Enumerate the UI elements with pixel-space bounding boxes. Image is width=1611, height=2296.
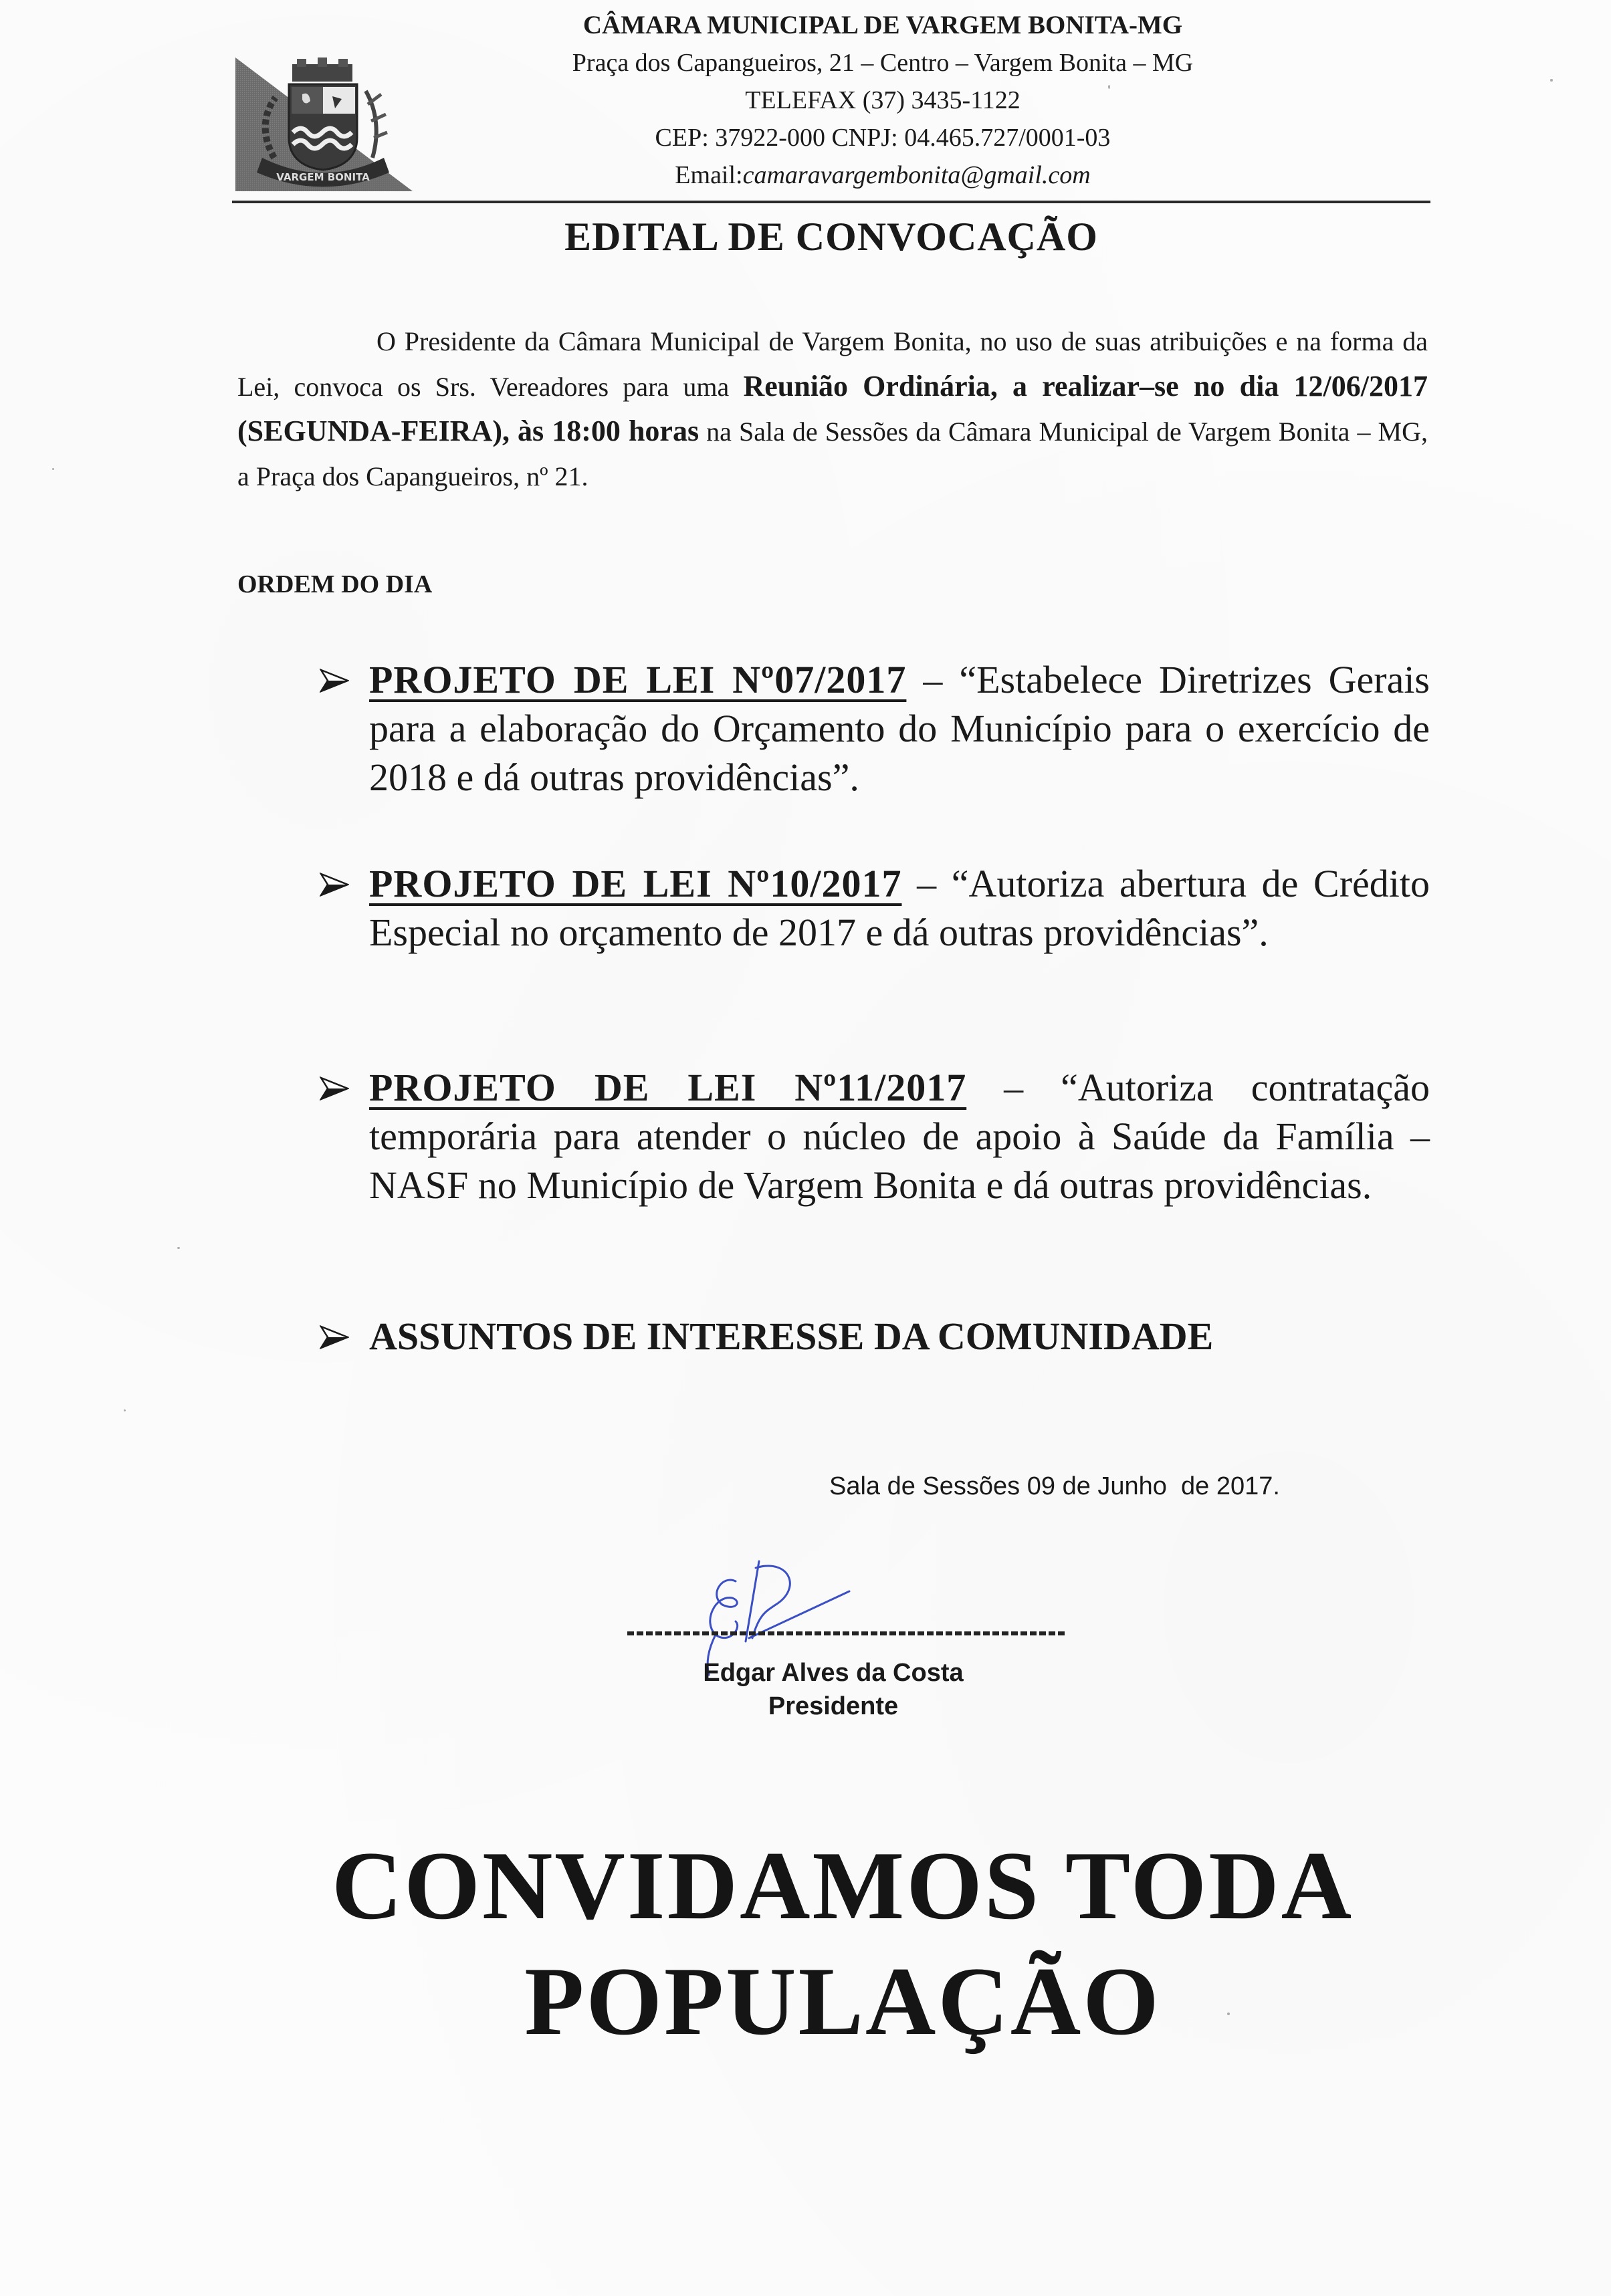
agenda-item-text (369, 859, 1430, 957)
agenda-item (320, 1312, 1430, 1361)
closing-headline-line1: CONVIDAMOS TODA (331, 1831, 1354, 1940)
separator: – (901, 862, 952, 905)
agenda-item-community-matters: ASSUNTOS DE INTERESSE DA COMUNIDADE (369, 1314, 1214, 1358)
law-description: “Autoriza abertura de Crédito Especial no orçamento de 2017 e dá outras providências”. (369, 862, 1430, 954)
law-number: PROJETO DE LEI Nº11/2017 (369, 1066, 967, 1109)
scan-speck (52, 468, 54, 470)
institution-name: CÂMARA MUNICIPAL DE VARGEM BONITA-MG (582, 11, 1183, 39)
institution-email (374, 156, 1391, 194)
agenda-item-text (369, 655, 1430, 802)
convocation-paragraph (237, 320, 1428, 499)
institution-telefax: TELEFAX (37) 3435-1122 (745, 86, 1021, 114)
arrow-bullet-icon (320, 1076, 349, 1101)
institution-cep-cnpj: CEP: 37922-000 CNPJ: 04.465.727/0001-03 (655, 124, 1111, 152)
scan-speck (1550, 79, 1553, 82)
email-label: Email: (675, 161, 743, 189)
law-number: PROJETO DE LEI Nº10/2017 (369, 862, 902, 905)
svg-text:VARGEM BONITA: VARGEM BONITA (276, 171, 370, 183)
header-divider (232, 201, 1430, 203)
agenda-item (320, 859, 1430, 957)
date-line: Sala de Sessões 09 de Junho de 2017. (829, 1472, 1280, 1500)
arrow-bullet-icon (320, 1325, 349, 1349)
arrow-bullet-icon (320, 669, 349, 693)
signature-line (627, 1631, 1067, 1635)
scan-speck (124, 1409, 126, 1411)
signer-name: Edgar Alves da Costa (703, 1659, 964, 1687)
law-number: PROJETO DE LEI Nº07/2017 (369, 658, 907, 701)
document-title: EDITAL DE CONVOCAÇÃO (564, 215, 1098, 259)
scan-speck (1227, 2013, 1230, 2015)
paragraph-text-2: na Sala de Sessões da Câmara Municipal de Vargem Bonita – MG, a Praça dos Capangueiros, nº 21. (237, 417, 1428, 492)
email-link[interactable]: camaravargembonita@gmail.com (742, 161, 1091, 189)
agenda-item (320, 1063, 1430, 1210)
agenda-item-text (369, 1063, 1430, 1210)
institution-address: Praça dos Capangueiros, 21 – Centro – Vargem Bonita – MG (572, 49, 1194, 77)
separator: – (966, 1066, 1061, 1109)
scan-speck (177, 1247, 180, 1249)
law-description: “Estabelece Diretrizes Gerais para a elaboração do Orçamento do Município para o exercício de 2018 e dá outras providências”. (369, 658, 1430, 799)
arrow-bullet-icon (320, 873, 349, 897)
separator: – (906, 658, 960, 701)
signer-role: Presidente (768, 1692, 899, 1720)
paragraph-text-1: O Presidente da Câmara Municipal de Vargem Bonita, no uso de suas atribuições e na forma da Lei, convoca os Srs. Vereadores para uma (237, 326, 1428, 402)
law-description: “Autoriza contratação temporária para atender o núcleo de apoio à Saúde da Família – NASF no Município de Vargem Bonita e dá outras providências. (369, 1066, 1430, 1207)
paragraph-meeting-details: Reunião Ordinária, a realizar–se no dia 12/06/2017 (SEGUNDA-FEIRA), às 18:00 horas (237, 369, 1428, 448)
closing-headline-line2: POPULAÇÃO (524, 1947, 1161, 2055)
agenda-item (320, 655, 1430, 802)
scan-speck (1108, 85, 1110, 89)
agenda-heading: ORDEM DO DIA (237, 570, 433, 598)
